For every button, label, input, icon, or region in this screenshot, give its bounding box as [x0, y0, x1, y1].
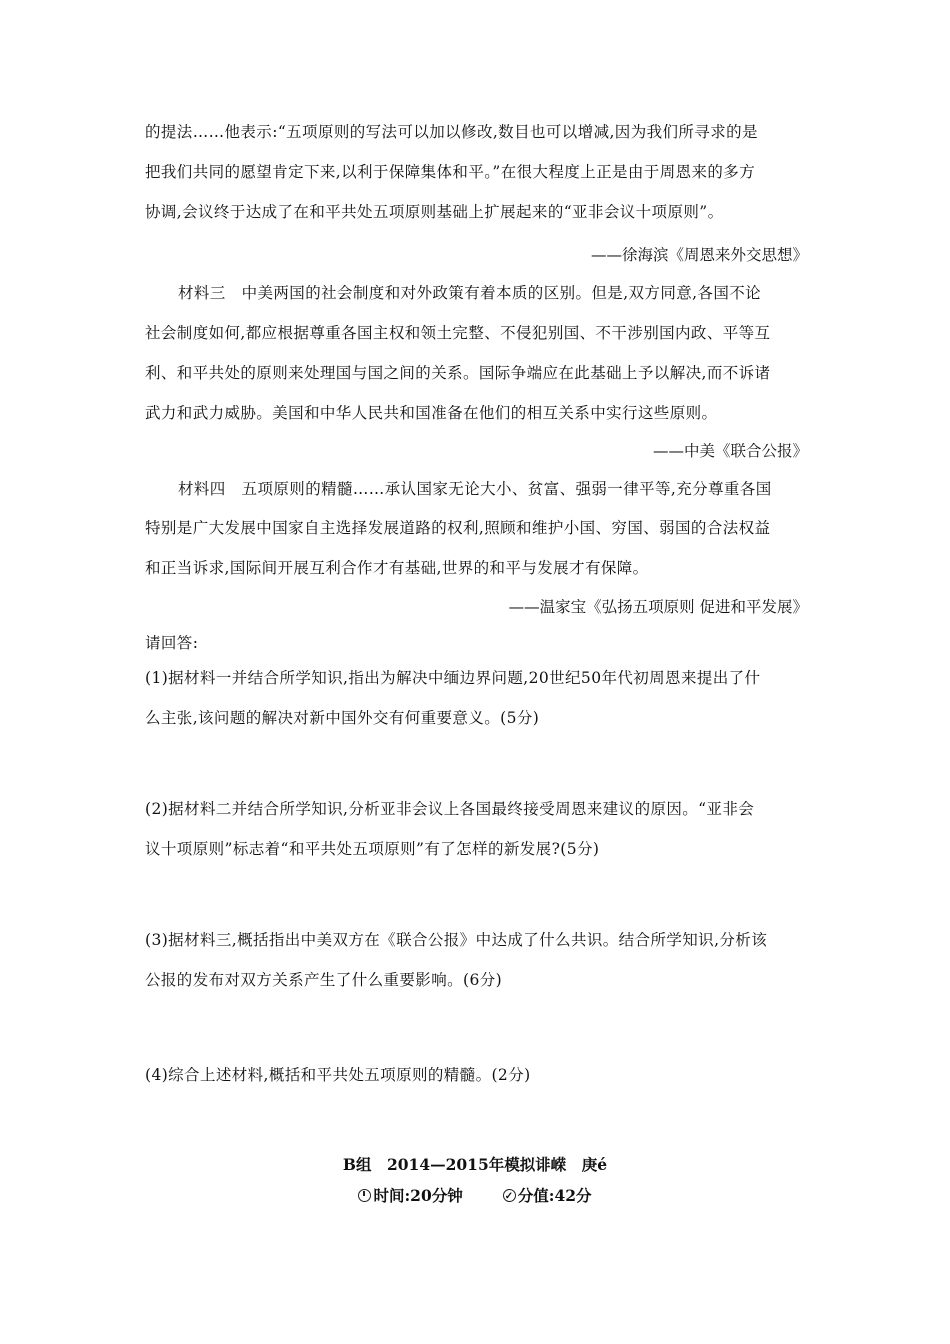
- material3-source: ——中美《联合公报》: [652, 442, 808, 460]
- material4-line: 特别是广大发展中国家自主选择发展道路的权利,照顾和维护小国、穷国、弱国的合法权益: [145, 519, 771, 537]
- exam-meta: [0, 1185, 950, 1207]
- question-1: 么主张,该问题的解决对新中国外交有何重要意义。(5分): [145, 709, 540, 727]
- score-label: 分值:42分: [517, 1186, 592, 1205]
- clock-icon: [358, 1189, 371, 1202]
- time-label: 时间:20分钟: [373, 1186, 463, 1205]
- answer-prompt: 请回答:: [145, 634, 199, 652]
- material2-line: 的提法……他表示:“五项原则的写法可以加以修改,数目也可以增减,因为我们所寻求的是: [145, 123, 758, 141]
- material3-line: 利、和平共处的原则来处理国与国之间的关系。国际争端应在此基础上予以解决,而不诉诸: [145, 364, 771, 382]
- question-2: 议十项原则”标志着“和平共处五项原则”有了怎样的新发展?(5分): [145, 840, 600, 858]
- material3-line: 社会制度如何,都应根据尊重各国主权和领土完整、不侵犯别国、不干涉别国内政、平等互: [145, 324, 771, 342]
- material2-line: 协调,会议终于达成了在和平共处五项原则基础上扩展起来的“亚非会议十项原则”。: [145, 203, 724, 221]
- question-3: (3)据材料三,概括指出中美双方在《联合公报》中达成了什么共识。结合所学知识,分析该: [145, 931, 768, 949]
- question-3: 公报的发布对双方关系产生了什么重要影响。(6分): [145, 971, 503, 989]
- question-1: (1)据材料一并结合所学知识,指出为解决中缅边界问题,20世纪50年代初周恩来提出了什: [145, 669, 761, 687]
- section-title: B组 2014—2015年模拟诽嵘 庚é: [342, 1155, 608, 1174]
- material3-line: 武力和武力威胁。美国和中华人民共和国准备在他们的相互关系中实行这些原则。: [145, 404, 718, 422]
- question-4: (4)综合上述材料,概括和平共处五项原则的精髓。(2分): [145, 1066, 531, 1084]
- material4-line: 材料四 五项原则的精髓……承认国家无论大小、贫富、强弱一律平等,充分尊重各国: [178, 480, 772, 498]
- material2-line: 把我们共同的愿望肯定下来,以利于保障集体和平。”在很大程度上正是由于周恩来的多方: [145, 163, 756, 181]
- material4-source: ——温家宝《弘扬五项原则 促进和平发展》: [508, 598, 808, 616]
- material3-line: 材料三 中美两国的社会制度和对外政策有着本质的区别。但是,双方同意,各国不论: [178, 284, 762, 302]
- material4-line: 和正当诉求,国际间开展互利合作才有基础,世界的和平与发展才有保障。: [145, 559, 649, 577]
- check-icon: [503, 1189, 516, 1202]
- question-2: (2)据材料二并结合所学知识,分析亚非会议上各国最终接受周恩来建议的原因。“亚非会: [145, 800, 755, 818]
- material2-source: ——徐海滨《周恩来外交思想》: [590, 246, 808, 264]
